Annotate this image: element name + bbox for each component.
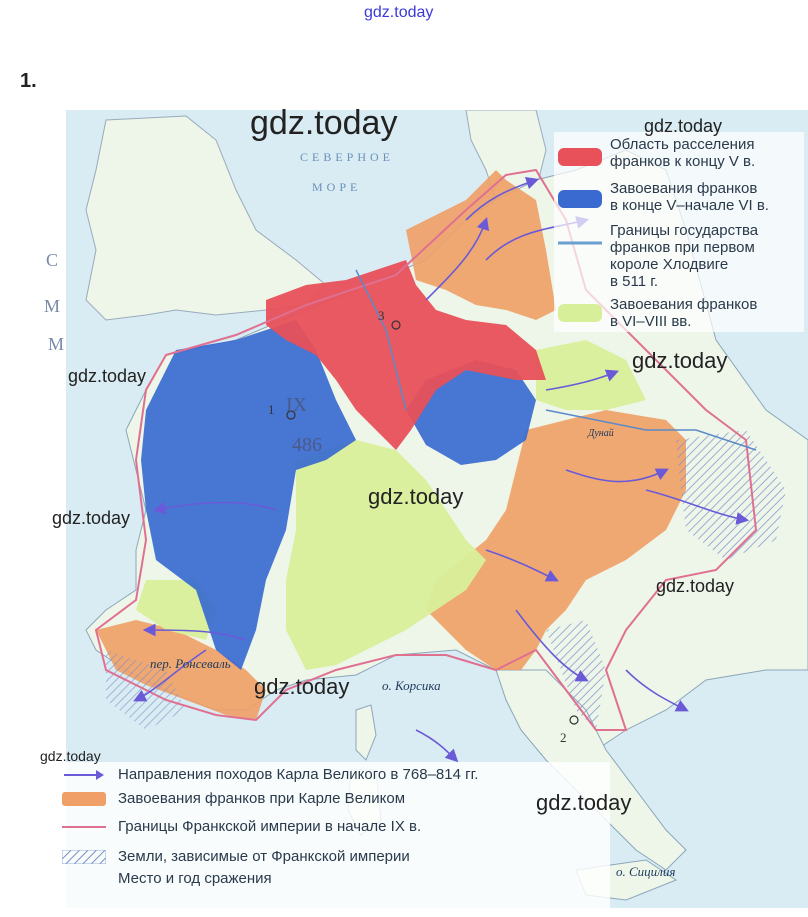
legend-label-battle: Место и год сражения — [118, 870, 272, 887]
legend-line: в конце V–начале VI в. — [610, 197, 769, 214]
top-watermark: gdz.today — [364, 4, 434, 21]
watermark: gdz.today — [254, 674, 350, 699]
arrow-head — [96, 770, 104, 780]
watermark: gdz.today — [656, 576, 735, 596]
exercise-number: 1. — [20, 70, 37, 92]
roman-numeral-note: IX — [286, 394, 308, 416]
watermark: gdz.today — [644, 116, 723, 136]
legend-bottom — [58, 762, 610, 912]
legend-label-empire-border: Границы Франкской империи в начале IX в. — [118, 818, 422, 835]
legend-row-campaigns — [58, 764, 610, 786]
legend-line: в 511 г. — [610, 273, 659, 290]
swatch-fill — [558, 190, 602, 208]
swatch-fill — [558, 148, 602, 166]
legend-item-frank-settlement — [610, 136, 755, 170]
legend-top — [554, 132, 804, 332]
year-486-note: 486 — [292, 434, 322, 456]
legend-swatch-early-conquests — [558, 188, 602, 210]
legend-label-charlemagne-conquests: Завоевания франков при Карле Великом — [118, 790, 406, 807]
legend-line: в VI–VIII вв. — [610, 313, 692, 330]
watermark: gdz.today — [52, 508, 131, 528]
fill-symbol — [62, 792, 106, 806]
legend-item-early-conquests — [610, 180, 769, 214]
legend-item-later-conquests — [610, 296, 757, 330]
roncesvalles-label: пер. Ронсеваль — [150, 656, 231, 671]
legend-row-dependent-lands — [58, 846, 610, 868]
hatch-swatch — [62, 850, 106, 864]
battle-number-2: 2 — [560, 730, 567, 745]
margin-mark-3: M — [48, 334, 65, 354]
watermark: gdz.today — [536, 790, 632, 815]
legend-row-battle — [58, 868, 610, 890]
margin-mark-1: C — [46, 250, 59, 270]
legend-label-dependent-lands: Земли, зависимые от Франкской империи — [118, 848, 410, 865]
legend-row-charlemagne-conquests — [58, 788, 610, 810]
legend-line: франков при первом — [610, 239, 755, 256]
watermark: gdz.today — [250, 104, 398, 142]
watermark: gdz.today — [368, 484, 464, 509]
legend-item-clovis-border — [610, 222, 758, 290]
danube-label: Дунай — [588, 428, 614, 439]
legend-swatch-clovis-border — [558, 232, 602, 254]
legend-line: короле Хлодвиге — [610, 256, 729, 273]
sea-label-north-1: СЕВЕРНОЕ — [300, 150, 395, 164]
watermark: gdz.today — [68, 366, 147, 386]
sicily-label: о. Сицилия — [616, 864, 676, 879]
battle-number-1: 1 — [268, 402, 275, 417]
legend-line: Завоевания франков — [610, 180, 758, 197]
margin-mark-2: M — [44, 296, 61, 316]
corsica-label: о. Корсика — [382, 678, 441, 693]
watermark: gdz.today — [40, 748, 101, 764]
arrow-symbol — [62, 768, 106, 782]
legend-swatch-later-conquests — [558, 302, 602, 324]
watermark: gdz.today — [632, 348, 728, 373]
legend-swatch-frank-settlement — [558, 146, 602, 168]
legend-row-empire-border — [58, 816, 610, 838]
fill-swatch — [62, 792, 106, 806]
legend-line: Область расселения — [610, 136, 755, 153]
line-symbol — [62, 820, 106, 834]
legend-line: франков к концу V в. — [610, 153, 756, 170]
legend-line: Завоевания франков — [610, 296, 758, 313]
hatch-symbol — [62, 850, 106, 864]
legend-label-campaigns: Направления походов Карла Великого в 768–814 гг. — [118, 766, 479, 783]
sea-label-north-2: МОРЕ — [312, 180, 362, 194]
battle-number-3: 3 — [378, 308, 385, 323]
legend-line: Границы государства — [610, 222, 759, 239]
swatch-fill — [558, 304, 602, 322]
